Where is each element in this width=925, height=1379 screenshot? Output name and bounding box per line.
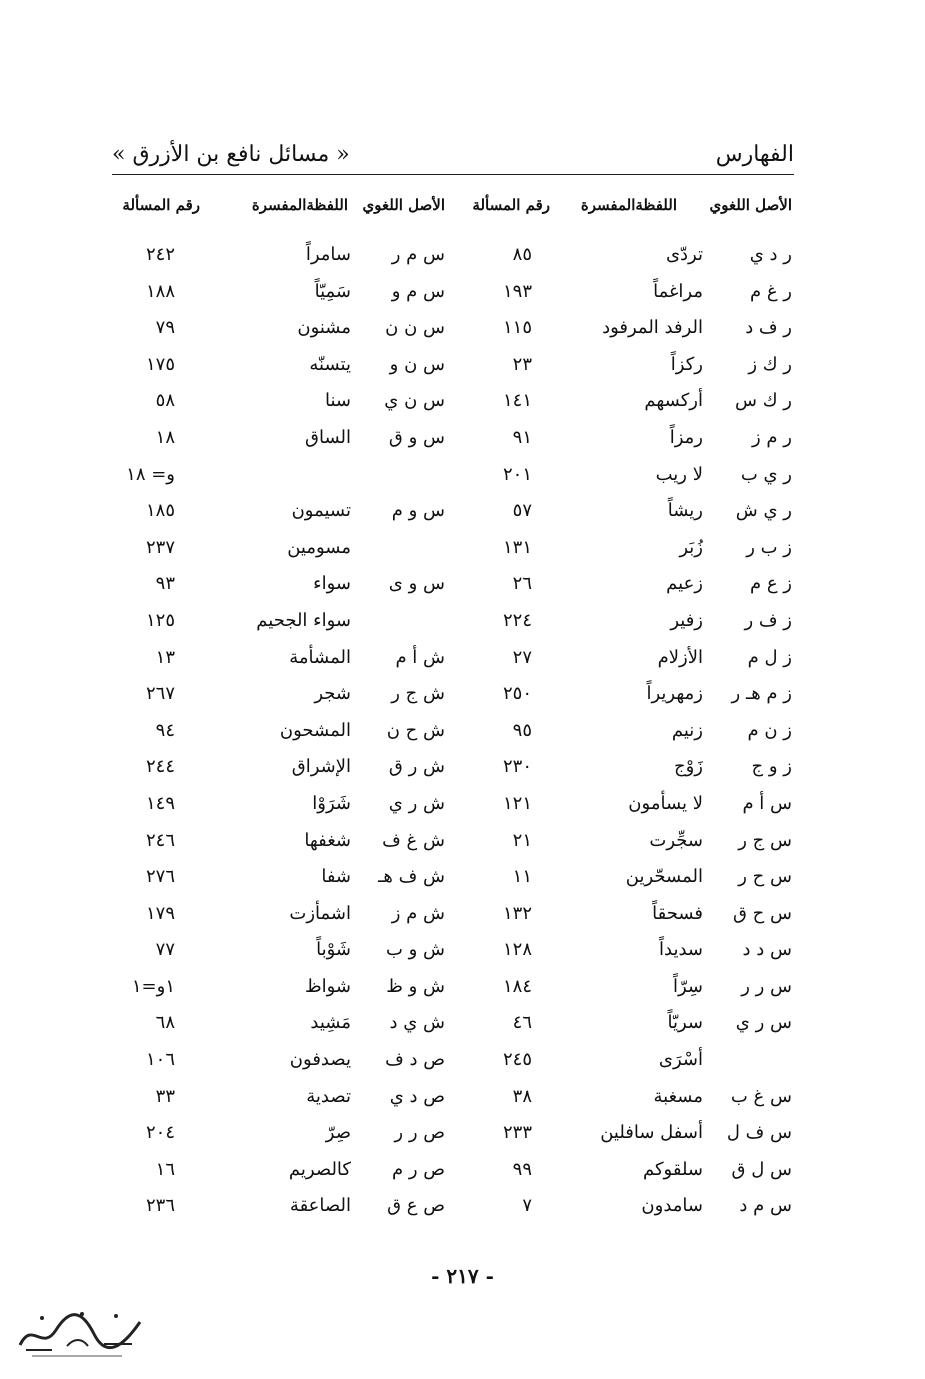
number-right: ٢٣٠ <box>502 756 532 778</box>
root-left: ش أ م <box>395 646 445 668</box>
book-title: « مسائل نافع بن الأزرق » <box>112 142 350 167</box>
number-left: و= ١٨ <box>126 463 175 485</box>
number-right: ٩٩ <box>512 1158 532 1180</box>
root-right: ز ب ر <box>746 536 792 558</box>
word-right: رمزاً <box>669 426 703 448</box>
number-right: ٩١ <box>512 426 532 448</box>
word-right: مسغبة <box>653 1085 703 1107</box>
word-left: كالصريم <box>288 1158 351 1180</box>
root-left: ش ر ق <box>388 756 445 778</box>
root-right: ر ي ب <box>740 463 792 485</box>
word-left: المشحون <box>279 719 351 741</box>
root-left: س ن و <box>389 353 445 375</box>
number-left: ١٣ <box>155 646 175 668</box>
index-table <box>0 240 925 1228</box>
word-left: اشمأزت <box>289 902 351 924</box>
number-left: ١٨ <box>155 426 175 448</box>
table-row <box>0 313 925 350</box>
table-row <box>0 679 925 716</box>
word-right: زَوْج <box>673 756 703 778</box>
number-left: ٩٣ <box>155 573 175 595</box>
header-word-right: اللفظةالمفسرة <box>580 196 677 214</box>
word-right: زمهريراً <box>646 683 703 705</box>
table-row <box>0 826 925 863</box>
root-right: ر د ي <box>749 244 792 265</box>
header-number-left: رقم المسألة <box>122 196 200 214</box>
table-row <box>0 460 925 497</box>
root-left: ص ر م <box>391 1158 445 1180</box>
table-row <box>0 643 925 680</box>
root-right: س ر ر <box>741 975 792 997</box>
number-right: ١٢٨ <box>502 939 532 961</box>
word-left: المشأمة <box>289 646 351 668</box>
table-row <box>0 240 925 277</box>
word-right: أسْرَى <box>658 1049 703 1071</box>
table-row <box>0 386 925 423</box>
number-left: ٥٨ <box>155 390 175 412</box>
root-left: ص ع ق <box>387 1195 445 1217</box>
number-left: ٢٠٤ <box>145 1122 175 1144</box>
word-right: مراغماً <box>653 280 703 302</box>
root-left: ش غ ف <box>382 829 445 851</box>
root-right: ر ك س <box>735 390 792 412</box>
table-row <box>0 423 925 460</box>
word-right: المسحّرين <box>625 866 703 888</box>
number-right: ٢٦ <box>512 573 532 595</box>
root-right: س أ م <box>742 792 792 814</box>
number-right: ١٢١ <box>502 792 532 814</box>
word-left: مَشِيد <box>310 1012 351 1034</box>
root-left: ش ف هـ <box>378 866 445 888</box>
number-right: ٢٥٠ <box>502 683 532 705</box>
root-left: ش ح ن <box>386 719 445 741</box>
number-left: ٢٣٦ <box>145 1195 175 1217</box>
word-left: مسومين <box>287 536 351 558</box>
library-stamp-logo <box>12 1300 147 1360</box>
word-right: لا يسأمون <box>628 792 703 814</box>
word-left: شجر <box>314 683 351 705</box>
number-right: ٩٥ <box>512 719 532 741</box>
table-row <box>0 569 925 606</box>
table-row <box>0 533 925 570</box>
root-right: س ح ق <box>732 902 792 924</box>
word-left: الصاعقة <box>289 1195 351 1217</box>
number-left: ٢٦٧ <box>145 683 175 705</box>
word-left: سنا <box>325 390 351 412</box>
root-right: س ف ل <box>726 1122 792 1144</box>
table-row <box>0 935 925 972</box>
root-right: ر ك ز <box>748 353 792 375</box>
word-left: سواء الجحيم <box>256 609 351 631</box>
word-right: الرفد المرفود <box>602 317 703 339</box>
header-root-right: الأصل اللغوي <box>709 196 792 214</box>
root-right: ز ف ر <box>744 609 792 631</box>
root-left: س و م <box>391 500 445 522</box>
root-left: ش و ب <box>385 939 445 961</box>
number-left: ١٢٥ <box>145 609 175 631</box>
number-right: ١٤١ <box>502 390 532 412</box>
table-row <box>0 350 925 387</box>
number-right: ١٣١ <box>502 536 532 558</box>
number-left: ٧٩ <box>155 317 175 339</box>
number-left: ١٤٩ <box>145 792 175 814</box>
root-right: س د د <box>742 939 792 961</box>
number-left: ٦٨ <box>155 1012 175 1034</box>
root-left: ص د ف <box>385 1049 445 1071</box>
page-header <box>112 138 794 175</box>
number-right: ٣٨ <box>512 1085 532 1107</box>
root-left: س ن ن <box>385 317 445 339</box>
number-right: ٢٢٤ <box>502 609 532 631</box>
root-left: س م ر <box>391 244 445 265</box>
number-left: ٩٤ <box>155 719 175 741</box>
number-left: ٢٧٦ <box>145 866 175 888</box>
header-root-left: الأصل اللغوي <box>362 196 445 214</box>
table-row <box>0 1045 925 1082</box>
number-right: ٢٤٥ <box>502 1049 532 1071</box>
root-right: س م د <box>739 1195 792 1217</box>
table-row <box>0 1155 925 1192</box>
word-right: الأزلام <box>657 646 703 668</box>
column-headers <box>0 196 925 226</box>
number-left: ١٦ <box>155 1158 175 1180</box>
word-right: سريّاً <box>667 1012 703 1034</box>
word-left: شَوْباً <box>316 939 351 961</box>
word-right: زُبَر <box>679 536 703 558</box>
number-right: ١٩٣ <box>502 280 532 302</box>
table-row <box>0 1191 925 1228</box>
number-left: ١٨٥ <box>145 500 175 522</box>
table-row <box>0 716 925 753</box>
number-right: ٢٣٣ <box>502 1122 532 1144</box>
root-left: ش م ز <box>391 902 445 924</box>
word-right: أركسهم <box>644 390 703 412</box>
number-left: ١٧٥ <box>145 353 175 375</box>
table-row <box>0 972 925 1009</box>
root-right: س ل ق <box>731 1158 792 1180</box>
root-right: ر م ز <box>752 426 792 448</box>
root-right: ز ع م <box>749 573 792 595</box>
word-right: فسحقاً <box>652 902 703 924</box>
word-left: سَمِيّاً <box>314 280 351 302</box>
word-left: الإشراق <box>291 756 351 778</box>
number-right: ٤٦ <box>512 1012 532 1034</box>
word-right: ريشاً <box>667 500 703 522</box>
table-row <box>0 862 925 899</box>
number-left: ٢٤٤ <box>145 756 175 778</box>
header-word-left: اللفظةالمفسرة <box>251 196 348 214</box>
word-left: مشنون <box>297 317 351 339</box>
root-left: ش ج ر <box>391 683 445 705</box>
number-left: ١٠٦ <box>145 1049 175 1071</box>
word-right: أسفل سافلين <box>600 1122 703 1144</box>
word-right: سديداً <box>659 939 703 961</box>
word-right: تردّى <box>665 244 703 265</box>
section-title: الفهارس <box>715 142 794 167</box>
table-row <box>0 1008 925 1045</box>
number-right: ٨٥ <box>512 244 532 265</box>
word-right: سجِّرت <box>649 829 703 851</box>
root-right: س غ ب <box>730 1085 792 1107</box>
number-left: ٢٣٧ <box>145 536 175 558</box>
root-right: س ج ر <box>738 829 792 851</box>
word-left: تسيمون <box>291 500 351 522</box>
root-right: ر ف د <box>745 317 792 339</box>
table-row <box>0 496 925 533</box>
number-right: ٢١ <box>512 829 532 851</box>
root-right: ز و ج <box>751 756 792 778</box>
word-left: شغفها <box>304 829 351 851</box>
root-right: ز م هـ ر <box>731 683 792 705</box>
word-left: يصدفون <box>289 1049 351 1071</box>
word-right: سِرّاً <box>672 975 703 997</box>
word-right: سلقوكم <box>643 1158 703 1180</box>
root-left: س و ق <box>388 426 445 448</box>
header-number-right: رقم المسألة <box>472 196 550 214</box>
number-left: ٢٤٢ <box>145 244 175 265</box>
root-left: س ن ي <box>384 390 445 412</box>
root-right: ر ي ش <box>735 500 792 522</box>
table-row <box>0 789 925 826</box>
table-row <box>0 752 925 789</box>
word-left: صِرّ <box>325 1122 351 1144</box>
number-left: ١٧٩ <box>145 902 175 924</box>
table-row <box>0 606 925 643</box>
word-left: يتسنّه <box>309 353 351 375</box>
root-left: ص ر ر <box>394 1122 445 1144</box>
root-right: س ح ر <box>738 866 792 888</box>
number-right: ٥٧ <box>512 500 532 522</box>
number-right: ٧ <box>522 1195 532 1217</box>
page-number: - ٢١٧ - <box>431 1264 494 1288</box>
number-left: ٢٤٦ <box>145 829 175 851</box>
word-right: زنيم <box>671 719 703 741</box>
root-left: ش ر ي <box>388 792 445 814</box>
word-left: شفا <box>321 866 351 888</box>
word-left: سامراً <box>305 244 351 265</box>
root-right: س ر ي <box>735 1012 792 1034</box>
root-left: ش و ظ <box>386 975 445 997</box>
word-right: ركزاً <box>670 353 703 375</box>
number-left: ١و=١ <box>131 975 175 997</box>
word-right: زفير <box>670 609 703 631</box>
table-row <box>0 1118 925 1155</box>
number-right: ١٣٢ <box>502 902 532 924</box>
word-left: شَرَوْا <box>312 792 351 814</box>
number-right: ٢٣ <box>512 353 532 375</box>
table-row <box>0 1082 925 1119</box>
root-right: ز ل م <box>747 646 792 668</box>
number-right: ٢٧ <box>512 646 532 668</box>
number-right: ١٨٤ <box>502 975 532 997</box>
table-row <box>0 277 925 314</box>
number-left: ١٨٨ <box>145 280 175 302</box>
root-right: ر غ م <box>749 280 792 302</box>
word-left: سواء <box>313 573 351 595</box>
number-right: ١١ <box>512 866 532 888</box>
word-left: تصدية <box>306 1085 351 1107</box>
number-right: ١١٥ <box>502 317 532 339</box>
root-left: س م و <box>391 280 445 302</box>
word-left: الساق <box>305 426 351 448</box>
number-left: ٣٣ <box>155 1085 175 1107</box>
root-left: س و ى <box>388 573 445 595</box>
word-right: زعيم <box>666 573 703 595</box>
table-row <box>0 899 925 936</box>
number-left: ٧٧ <box>155 939 175 961</box>
word-right: سامدون <box>641 1195 703 1217</box>
word-right: لا ريب <box>655 463 703 485</box>
word-left: شواظ <box>304 975 351 997</box>
root-left: ش ي د <box>389 1012 445 1034</box>
number-right: ٢٠١ <box>502 463 532 485</box>
root-right: ز ن م <box>747 719 792 741</box>
root-left: ص د ي <box>389 1085 445 1107</box>
